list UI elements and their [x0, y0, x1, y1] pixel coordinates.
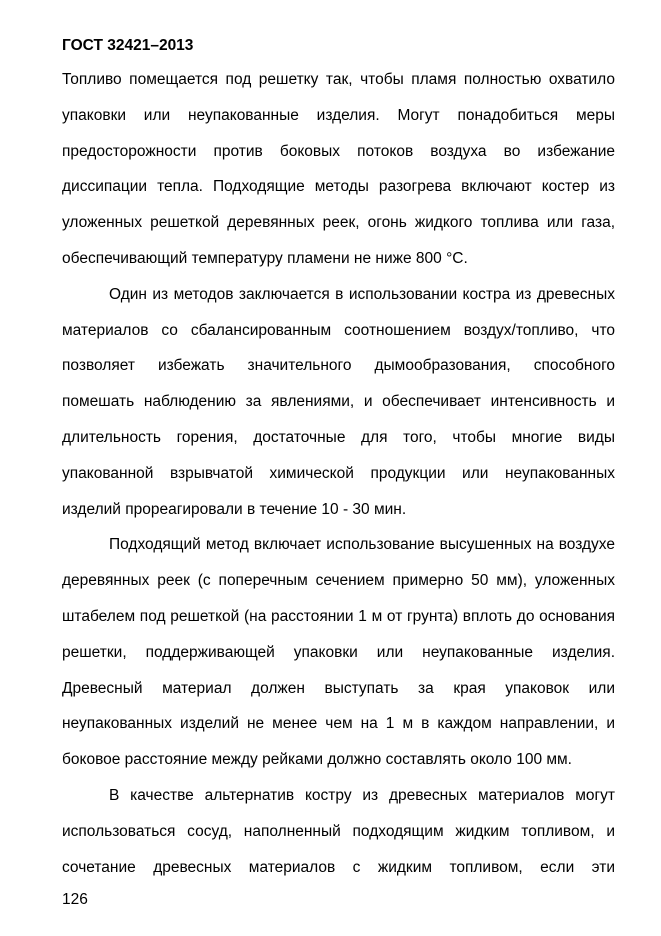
- document-header: ГОСТ 32421–2013: [62, 37, 194, 54]
- paragraph-3: Подходящий метод включает использование высушенных на воздухе деревянных реек (с поперечным сечением примерно 50 мм), уложенных штабелем под решеткой (на расстоянии 1 м от грунта) вплоть до основания решетки, поддерживающей упаковки или неупакованные изделия. Древесный материал должен выступать за края упаковок или неупакованных изделий не менее чем на 1 м в каждом направлении, и боковое расстояние между рейками должно составлять около 100 мм.: [62, 536, 615, 769]
- paragraph-4: В качестве альтернатив костру из древесных материалов могут использоваться сосуд, наполненный подходящим жидким топливом, и сочетание древесных материалов с жидким топливом, если эти: [62, 786, 615, 876]
- paragraph-1: Топливо помещается под решетку так, чтобы пламя полностью охватило упаковки или неупакованные изделия. Могут понадобиться меры предосторожности против боковых потоков воздуха во избежание диссипации тепла. Подходящие методы разогрева включают костер из уложенных решеткой деревянных реек, огонь жидкого топлива или газа, обеспечивающий температуру пламени не ниже 800 °С.: [62, 71, 615, 267]
- paragraph-2: Один из методов заключается в использовании костра из древесных материалов со сбалансированным соотношением воздух/топливо, что позволяет избежать значительного дымообразования, способного помешать наблюдению за явлениями, и обеспечивает интенсивность и длительность горения, достаточные для того, чтобы многие виды упакованной взрывчатой химической продукции или неупакованных изделий прореагировали в течение 10 - 30 мин.: [62, 285, 615, 518]
- document-body: [62, 62, 615, 885]
- page-number: 126: [62, 891, 88, 908]
